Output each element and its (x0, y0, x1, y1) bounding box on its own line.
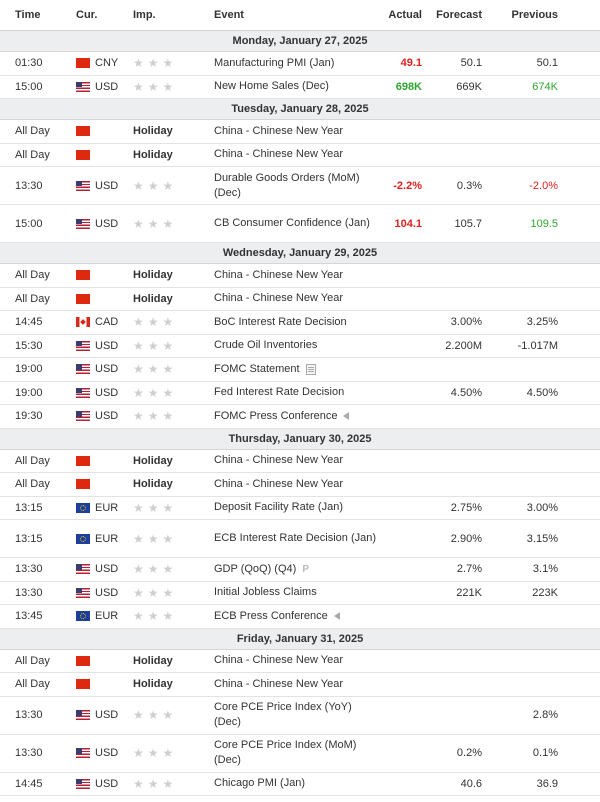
actual-value (374, 264, 422, 287)
actual-value (374, 773, 422, 796)
event-name-cell[interactable] (214, 205, 379, 242)
previous-value (495, 473, 558, 496)
forecast-value (420, 473, 482, 496)
holiday-label: Holiday (133, 678, 173, 691)
previous-value (495, 450, 558, 473)
actual-value (374, 673, 422, 696)
flag-us-icon (76, 341, 90, 351)
importance-stars-icon: ★★★ (133, 585, 178, 600)
flag-us-icon (76, 748, 90, 758)
event-time: 13:30 (15, 709, 43, 721)
actual-value (374, 405, 422, 428)
flag-cell (76, 335, 92, 358)
forecast-value: 105.7 (454, 217, 482, 230)
event-name-cell[interactable] (214, 335, 379, 358)
event-name[interactable]: Core PCE Price Index (YoY) (Dec) (214, 701, 352, 728)
previous-value (495, 605, 558, 628)
header-currency[interactable]: Cur. (76, 9, 98, 21)
event-time: 13:15 (15, 501, 43, 514)
currency-code: CAD (95, 316, 119, 329)
forecast-value (420, 650, 482, 673)
previous-value (495, 650, 558, 673)
flag-cell (76, 52, 92, 75)
importance-stars-icon: ★★★ (133, 609, 178, 624)
event-name[interactable]: China - Chinese New Year (214, 124, 344, 137)
currency-code: CNY (95, 57, 119, 70)
holiday-label: Holiday (133, 148, 173, 161)
previous-value (495, 144, 558, 167)
flag-cell (76, 673, 92, 696)
flag-cell (76, 650, 92, 673)
table-row[interactable] (0, 558, 600, 582)
event-time: All Day (15, 654, 50, 667)
actual-value: -2.2% (393, 179, 422, 192)
day-label: Wednesday, January 29, 2025 (222, 247, 378, 259)
event-time: All Day (15, 148, 50, 161)
event-time: All Day (15, 678, 50, 691)
previous-value: -2.0% (529, 179, 558, 192)
previous-value: 3.15% (526, 532, 558, 545)
event-name-cell[interactable] (214, 673, 379, 696)
event-name-cell[interactable] (214, 697, 379, 734)
currency-code: USD (95, 217, 119, 230)
event-name[interactable]: CB Consumer Confidence (Jan) (214, 217, 370, 229)
day-header (0, 429, 600, 450)
table-row[interactable] (0, 450, 600, 474)
event-time: All Day (15, 269, 50, 282)
event-name-cell[interactable] (214, 405, 379, 428)
event-name[interactable]: ECB Interest Rate Decision (Jan) (214, 532, 377, 544)
importance-stars-icon: ★★★ (133, 338, 178, 353)
holiday-label: Holiday (133, 454, 173, 467)
day-header (0, 629, 600, 650)
speaker-icon[interactable] (343, 412, 349, 420)
event-name[interactable]: FOMC Statement (214, 362, 300, 375)
actual-value (374, 520, 422, 557)
event-name[interactable]: China - Chinese New Year (214, 477, 344, 490)
event-time: 14:45 (15, 777, 43, 790)
preliminary-icon: P (302, 563, 309, 575)
event-name[interactable]: China - Chinese New Year (214, 677, 344, 690)
header-time[interactable]: Time (15, 9, 41, 21)
forecast-value: 0.2% (456, 747, 482, 759)
document-icon[interactable] (306, 364, 316, 375)
forecast-value (420, 405, 482, 428)
event-name[interactable]: GDP (QoQ) (Q4) (214, 562, 297, 575)
flag-us-icon (76, 564, 90, 574)
flag-us-icon (76, 181, 90, 191)
flag-cn-icon (76, 294, 90, 304)
table-row[interactable] (0, 205, 600, 243)
event-name-cell[interactable] (214, 497, 379, 520)
actual-value (374, 605, 422, 628)
forecast-value (420, 605, 482, 628)
actual-value (374, 650, 422, 673)
currency-code: USD (95, 709, 119, 721)
event-name[interactable]: New Home Sales (Dec) (214, 80, 329, 93)
importance-stars-icon: ★★★ (133, 385, 178, 400)
table-row[interactable] (0, 473, 600, 497)
flag-us-icon (76, 588, 90, 598)
flag-cn-icon (76, 479, 90, 489)
table-row[interactable] (0, 120, 600, 144)
flag-cell (76, 735, 92, 772)
forecast-value: 40.6 (460, 777, 482, 790)
currency-code: USD (95, 563, 119, 576)
event-name-cell[interactable] (214, 735, 379, 772)
day-label: Monday, January 27, 2025 (232, 35, 368, 47)
event-time: 19:30 (15, 410, 43, 423)
table-row[interactable] (0, 382, 600, 406)
event-name-cell[interactable] (214, 520, 379, 557)
actual-value (374, 382, 422, 405)
event-name-cell[interactable] (214, 76, 379, 99)
event-name-cell[interactable] (214, 382, 379, 405)
table-row[interactable] (0, 582, 600, 606)
holiday-label: Holiday (133, 478, 173, 491)
table-row[interactable] (0, 605, 600, 629)
currency-code: USD (95, 777, 119, 790)
actual-value (374, 120, 422, 143)
previous-value (495, 264, 558, 287)
importance-stars-icon: ★★★ (133, 409, 178, 424)
table-row[interactable] (0, 76, 600, 100)
event-name[interactable]: China - Chinese New Year (214, 654, 344, 667)
importance-stars-icon: ★★★ (133, 315, 178, 330)
forecast-value (420, 288, 482, 311)
event-name[interactable]: Core PCE Price Index (MoM) (Dec) (214, 739, 357, 766)
forecast-value: 2.200M (445, 339, 482, 352)
flag-cn-icon (76, 270, 90, 280)
holiday-label: Holiday (133, 292, 173, 305)
event-name-cell[interactable] (214, 120, 379, 143)
importance-stars-icon: ★★★ (133, 216, 178, 231)
table-header (0, 0, 600, 31)
forecast-value (420, 144, 482, 167)
flag-eu-icon (76, 534, 90, 544)
forecast-value (420, 697, 482, 734)
header-previous[interactable]: Previous (511, 9, 558, 21)
calendar-rows (0, 31, 600, 796)
event-name[interactable]: Initial Jobless Claims (214, 586, 317, 599)
forecast-value (420, 264, 482, 287)
importance-stars-icon: ★★★ (133, 178, 178, 193)
currency-code: USD (95, 363, 119, 376)
importance-stars-icon: ★★★ (133, 79, 178, 94)
actual-value (374, 288, 422, 311)
previous-value (495, 405, 558, 428)
event-name-cell[interactable] (214, 288, 379, 311)
event-name-cell[interactable] (214, 773, 379, 796)
actual-value (374, 735, 422, 772)
flag-cell (76, 311, 92, 334)
flag-cell (76, 405, 92, 428)
currency-code: USD (95, 80, 119, 93)
forecast-value: 221K (456, 586, 482, 599)
table-row[interactable] (0, 264, 600, 288)
event-name[interactable]: China - Chinese New Year (214, 268, 344, 281)
table-row[interactable] (0, 52, 600, 76)
event-name-cell[interactable] (214, 264, 379, 287)
event-time: 15:30 (15, 339, 43, 352)
flag-cn-icon (76, 679, 90, 689)
forecast-value: 2.75% (450, 501, 482, 514)
table-row[interactable] (0, 358, 600, 382)
event-time: 01:30 (15, 57, 43, 70)
flag-cn-icon (76, 150, 90, 160)
event-name[interactable]: BoC Interest Rate Decision (214, 315, 347, 328)
event-time: 19:00 (15, 386, 43, 399)
actual-value (374, 311, 422, 334)
table-row[interactable] (0, 697, 600, 735)
event-name[interactable]: ECB Press Conference (214, 609, 328, 622)
previous-value: 36.9 (536, 777, 558, 790)
flag-cell (76, 773, 92, 796)
flag-ca-icon (76, 317, 90, 327)
actual-value (374, 144, 422, 167)
event-name-cell[interactable] (214, 558, 379, 581)
event-time: All Day (15, 454, 50, 467)
forecast-value (420, 673, 482, 696)
importance-stars-icon: ★★★ (133, 500, 178, 515)
day-label: Thursday, January 30, 2025 (228, 432, 372, 445)
importance-stars-icon: ★★★ (133, 746, 178, 760)
importance-stars-icon: ★★★ (133, 531, 178, 546)
flag-cell (76, 558, 92, 581)
event-time: 13:45 (15, 610, 43, 623)
actual-value (374, 358, 422, 381)
header-actual[interactable]: Actual (388, 9, 422, 21)
currency-code: USD (95, 586, 119, 599)
table-row[interactable] (0, 673, 600, 697)
currency-code: USD (95, 386, 119, 399)
previous-value: 2.8% (532, 709, 558, 721)
event-name-cell[interactable] (214, 358, 379, 381)
flag-cell (76, 605, 92, 628)
forecast-value (420, 120, 482, 143)
event-name-cell[interactable] (214, 650, 379, 673)
event-time: 13:30 (15, 747, 43, 759)
event-name-cell[interactable] (214, 450, 379, 473)
actual-value: 49.1 (400, 57, 422, 70)
flag-cell (76, 582, 92, 605)
table-row[interactable] (0, 735, 600, 773)
previous-value: 3.25% (526, 316, 558, 329)
table-row[interactable] (0, 311, 600, 335)
flag-cn-icon (76, 126, 90, 136)
flag-cell (76, 697, 92, 734)
previous-value (495, 120, 558, 143)
event-time: All Day (15, 478, 50, 491)
previous-value (495, 673, 558, 696)
event-time: 15:00 (15, 80, 43, 93)
forecast-value: 3.00% (450, 316, 482, 329)
event-name-cell[interactable] (214, 311, 379, 334)
event-time: 13:15 (15, 532, 43, 545)
event-name[interactable]: China - Chinese New Year (214, 292, 344, 305)
actual-value (374, 473, 422, 496)
flag-cell (76, 288, 92, 311)
table-row[interactable] (0, 288, 600, 312)
holiday-label: Holiday (133, 125, 173, 138)
event-time: 19:00 (15, 363, 43, 376)
flag-us-icon (76, 411, 90, 421)
event-name[interactable]: Crude Oil Inventories (214, 339, 318, 352)
day-header (0, 99, 600, 120)
previous-value: 3.00% (526, 501, 558, 514)
event-name-cell[interactable] (214, 167, 379, 204)
event-time: 13:30 (15, 586, 43, 599)
day-header (0, 243, 600, 264)
forecast-value: 669K (456, 80, 482, 93)
header-event[interactable]: Event (214, 8, 244, 21)
currency-code: EUR (95, 610, 119, 623)
table-row[interactable] (0, 520, 600, 558)
importance-stars-icon: ★★★ (133, 708, 178, 722)
flag-eu-icon (76, 611, 90, 621)
table-row[interactable] (0, 405, 600, 429)
header-forecast[interactable]: Forecast (436, 9, 482, 21)
event-name[interactable]: Deposit Facility Rate (Jan) (214, 501, 343, 514)
event-time: All Day (15, 292, 50, 305)
flag-cn-icon (76, 58, 90, 68)
flag-cell (76, 205, 92, 242)
importance-stars-icon: ★★★ (133, 56, 178, 71)
flag-cell (76, 144, 92, 167)
actual-value (374, 697, 422, 734)
table-row[interactable] (0, 335, 600, 359)
flag-cn-icon (76, 656, 90, 666)
previous-value: 50.1 (536, 57, 558, 70)
day-header (0, 31, 600, 52)
event-name[interactable]: FOMC Press Conference (214, 409, 338, 422)
forecast-value: 4.50% (450, 386, 482, 399)
event-time: 13:30 (15, 179, 43, 192)
actual-value (374, 335, 422, 358)
flag-cell (76, 473, 92, 496)
actual-value: 698K (395, 80, 422, 93)
importance-stars-icon: ★★★ (133, 776, 178, 791)
header-importance[interactable]: Imp. (133, 9, 156, 21)
table-row[interactable] (0, 167, 600, 205)
previous-value: 3.1% (532, 563, 558, 576)
currency-code: USD (95, 179, 119, 192)
flag-cell (76, 264, 92, 287)
event-time: 15:00 (15, 217, 43, 230)
forecast-value (420, 358, 482, 381)
day-label: Friday, January 31, 2025 (236, 632, 364, 645)
flag-cell (76, 520, 92, 557)
currency-code: USD (95, 339, 119, 352)
forecast-value (420, 450, 482, 473)
flag-us-icon (76, 388, 90, 398)
table-row[interactable] (0, 497, 600, 521)
event-name-cell[interactable] (214, 605, 379, 628)
event-name[interactable]: China - Chinese New Year (214, 148, 344, 161)
flag-eu-icon (76, 503, 90, 513)
actual-value (374, 558, 422, 581)
previous-value: 674K (532, 80, 558, 93)
actual-value: 104.1 (394, 217, 422, 230)
event-name-cell[interactable] (214, 473, 379, 496)
event-name[interactable]: Manufacturing PMI (Jan) (214, 56, 335, 69)
event-time: All Day (15, 125, 50, 138)
holiday-label: Holiday (133, 269, 173, 282)
currency-code: USD (95, 747, 119, 759)
currency-code: USD (95, 410, 119, 423)
currency-code: EUR (95, 532, 119, 545)
event-name-cell[interactable] (214, 144, 379, 167)
previous-value (495, 288, 558, 311)
previous-value: -1.017M (517, 339, 558, 352)
importance-stars-icon: ★★★ (133, 562, 178, 577)
flag-cell (76, 497, 92, 520)
event-time: 13:30 (15, 563, 43, 576)
previous-value (495, 358, 558, 381)
speaker-icon[interactable] (334, 612, 340, 620)
flag-cell (76, 76, 92, 99)
flag-cell (76, 358, 92, 381)
flag-cell (76, 450, 92, 473)
event-name[interactable]: Chicago PMI (Jan) (214, 777, 306, 790)
flag-cell (76, 120, 92, 143)
currency-code: EUR (95, 501, 119, 514)
event-name[interactable]: Fed Interest Rate Decision (214, 386, 345, 399)
importance-stars-icon: ★★★ (133, 362, 178, 377)
previous-value: 109.5 (530, 217, 558, 230)
previous-value: 0.1% (532, 747, 558, 759)
previous-value: 4.50% (526, 386, 558, 399)
event-name-cell[interactable] (214, 52, 379, 75)
flag-us-icon (76, 710, 90, 720)
forecast-value: 50.1 (460, 57, 482, 70)
table-row[interactable] (0, 773, 600, 797)
flag-us-icon (76, 82, 90, 92)
actual-value (374, 497, 422, 520)
flag-cn-icon (76, 456, 90, 466)
event-name-cell[interactable] (214, 582, 379, 605)
event-time: 14:45 (15, 316, 43, 329)
forecast-value: 0.3% (456, 179, 482, 192)
actual-value (374, 450, 422, 473)
flag-us-icon (76, 779, 90, 789)
event-name[interactable]: China - Chinese New Year (214, 454, 344, 467)
flag-us-icon (76, 219, 90, 229)
flag-us-icon (76, 364, 90, 374)
forecast-value: 2.7% (456, 563, 482, 576)
forecast-value: 2.90% (450, 532, 482, 545)
day-label: Tuesday, January 28, 2025 (231, 103, 369, 115)
flag-cell (76, 167, 92, 204)
previous-value: 223K (532, 586, 558, 599)
event-name[interactable]: Durable Goods Orders (MoM) (Dec) (214, 171, 360, 199)
flag-cell (76, 382, 92, 405)
actual-value (374, 582, 422, 605)
table-row[interactable] (0, 144, 600, 168)
table-row[interactable] (0, 650, 600, 674)
holiday-label: Holiday (133, 654, 173, 667)
